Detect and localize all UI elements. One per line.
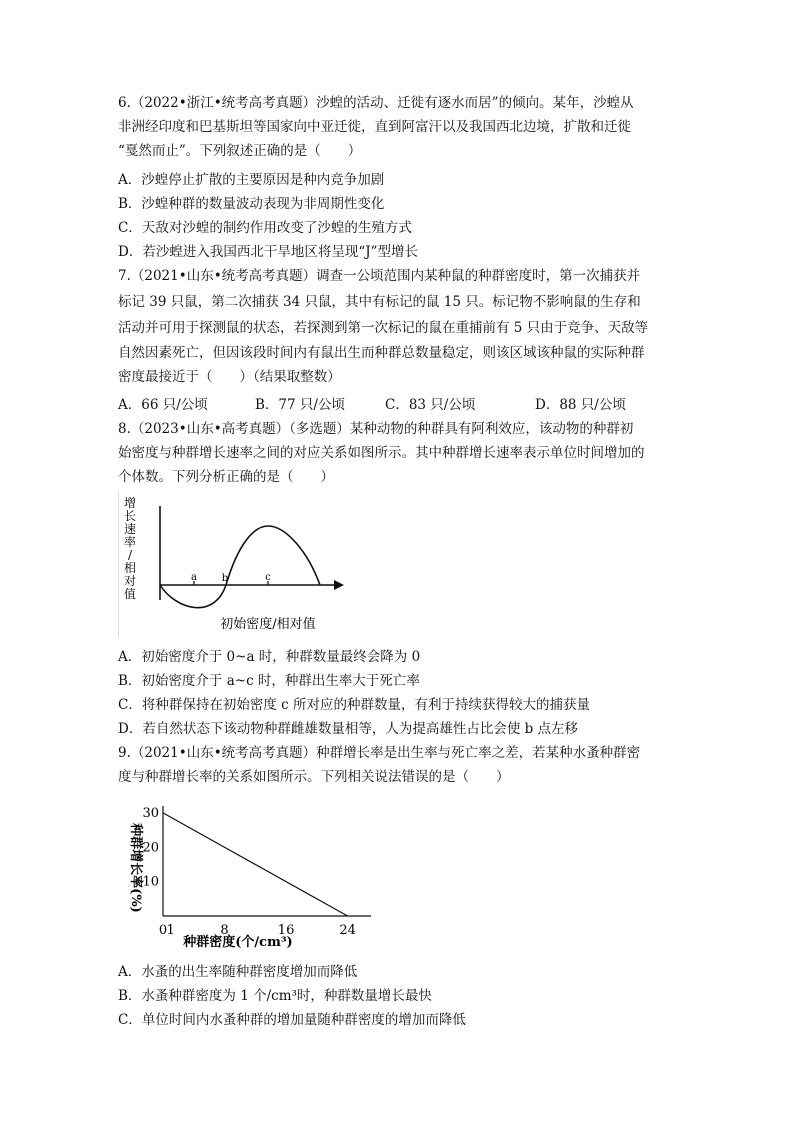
- q9-ylabel: 种群增长率(%): [128, 823, 143, 913]
- q8-stem-line-3: 个体数。下列分析正确的是（ ）: [118, 469, 334, 485]
- q9-series-line: [163, 813, 348, 916]
- q8-ylabel: [124, 496, 136, 601]
- q8-growth-rate-figure: [118, 492, 358, 642]
- q9-stem-line-2: 度与种群增长率的关系如图所示。下列相关说法错误的是（ ）: [118, 769, 510, 785]
- q8-stem-line-2: 始密度与种群增长速率之间的对应关系如图所示。其中种群增长速率表示单位时间增加的: [118, 445, 645, 461]
- q9-growth-rate-chart: [118, 796, 378, 954]
- q8-ylabel-char: 率: [123, 535, 137, 549]
- q8-point-label-b: b: [221, 573, 229, 584]
- q9-xlabel: 种群密度(个/cm³): [183, 935, 293, 950]
- q6-option-c: C．天敌对沙蝗的制约作用改变了沙蝗的生殖方式: [118, 220, 412, 236]
- q7-option-c: C．83 只/公顷: [385, 397, 476, 413]
- q9-ytick-label: 30: [142, 805, 159, 821]
- q8-ylabel-char: /: [127, 548, 133, 562]
- q9-stem-line-1: 9.（2021•山东•统考高考真题）种群增长率是出生率与死亡率之差，若某种水蚤种群密: [118, 745, 641, 761]
- q8-option-d: D．若自然状态下该动物种群雌雄数量相等，人为提高雄性占比会使 b 点左移: [118, 721, 579, 737]
- q7-stem-line-4: 自然因素死亡，但因该段时间内有鼠出生而种群总数量稳定，则该区域该种鼠的实际种群: [118, 345, 645, 361]
- q6-option-b: B．沙蝗种群的数量波动表现为非周期性变化: [118, 196, 385, 212]
- q7-option-a: A．66 只/公顷: [118, 397, 208, 413]
- q8-option-a: A．初始密度介于 0~a 时，种群数量最终会降为 0: [118, 649, 421, 665]
- q8-growth-curve: [160, 526, 320, 608]
- q8-ylabel-char: 对: [123, 574, 137, 588]
- q7-option-d: D．88 只/公顷: [535, 397, 626, 413]
- q9-option-b: B．水蚤种群密度为 1 个/cm³时，种群数量增长最快: [118, 988, 432, 1004]
- q7-stem-line-5: 密度最接近于（ ）（结果取整数）: [118, 369, 341, 385]
- q8-point-label-a: a: [191, 572, 197, 583]
- q8-ylabel-char: 值: [123, 587, 137, 601]
- q9-xtick-label: 24: [339, 923, 356, 938]
- q8-ylabel-char: 速: [123, 522, 137, 536]
- q9-ytick-label: 20: [142, 840, 159, 856]
- q7-options: [118, 394, 678, 416]
- q9-xtick-label: 8: [220, 923, 229, 938]
- q6-stem-line-2: 非洲经印度和巴基斯坦等国家向中亚迁徙，直到阿富汗以及我国西北边境，扩散和迁徙: [118, 119, 631, 135]
- q8-ylabel-char: 长: [123, 509, 137, 523]
- q8-stem-line-1: 8.（2023•山东•高考真题）（多选题）某种动物的种群具有阿利效应，该动物的种群初: [118, 421, 634, 437]
- q7-stem-line-2: 标记 39 只鼠，第二次捕获 34 只鼠，其中有标记的鼠 15 只。标记物不影响鼠的生存和: [118, 294, 641, 310]
- q8-xlabel: 初始密度/相对值: [220, 617, 316, 632]
- q7-stem-line-1: 7.（2021•山东•统考高考真题）调查一公顷范围内某种鼠的种群密度时，第一次捕获并: [118, 268, 641, 284]
- q7-option-b: B．77 只/公顷: [255, 397, 345, 413]
- q9-option-c: C．单位时间内水蚤种群的增加量随种群密度的增加而降低: [118, 1012, 466, 1028]
- q8-ylabel-char: 增: [123, 496, 137, 510]
- q6-option-a: A．沙蝗停止扩散的主要原因是种内竞争加剧: [118, 172, 385, 188]
- q8-option-b: B．初始密度介于 a~c 时，种群出生率大于死亡率: [118, 673, 420, 689]
- q9-xtick-label: 1: [166, 923, 175, 938]
- q9-chart-marks: [142, 806, 371, 938]
- q9-xtick-label: 0: [158, 923, 168, 938]
- q9-option-a: A．水蚤的出生率随种群密度增加而降低: [118, 964, 358, 980]
- q6-option-d: D．若沙蝗进入我国西北干旱地区将呈现“J”型增长: [118, 244, 419, 260]
- q7-stem-line-3: 活动并可用于探测鼠的状态，若探测到第一次标记的鼠在重捕前有 5 只由于竞争、天敌等: [118, 320, 649, 336]
- q8-x-axis-arrowhead: [334, 580, 344, 590]
- q9-xtick-label: 16: [277, 923, 295, 938]
- q9-ytick-label: 10: [142, 874, 159, 890]
- q8-point-label-c: c: [265, 572, 271, 583]
- q8-option-c: C．将种群保持在初始密度 c 所对应的种群数量，有利于持续获得较大的捕获量: [118, 697, 590, 713]
- q6-stem-line-1: 6.（2022•浙江•统考高考真题）沙蝗的活动、迁徙有逐水而居”的倾向。某年，沙蝗从: [118, 95, 634, 111]
- q6-stem-line-3: “戛然而止”。下列叙述正确的是（ ）: [118, 143, 362, 159]
- q8-ylabel-char: 相: [123, 561, 137, 575]
